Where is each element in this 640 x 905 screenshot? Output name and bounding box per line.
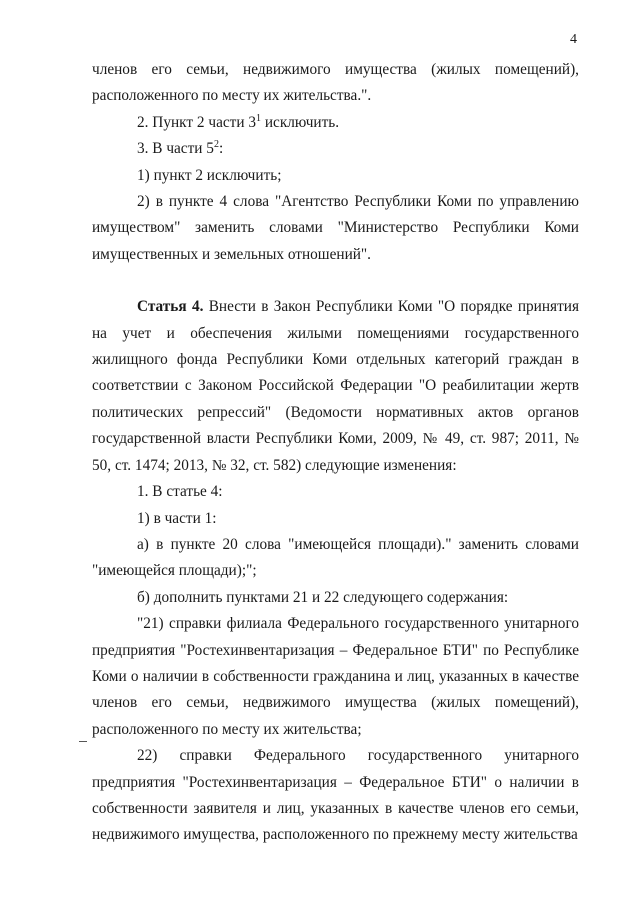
paragraph-continuation: членов его семьи, недвижимого имущества (жилых помещений), расположенного по месту их жительства.".: [92, 61, 579, 105]
article-4-heading: Статья 4.: [137, 298, 204, 316]
paragraph-subpoint-b: б) дополнить пунктами 21 и 22 следующего содержания:: [137, 588, 509, 606]
page-number: 4: [570, 32, 577, 47]
article-4-text: Внести в Закон Республики Коми "О порядке принятия на учет и обеспечения жилыми помещениями государственного жилищного фонда Республики Коми отдельных категорий граждан в соответствии с Законом Российской Федерации "О реабилитации жертв политических репрессий" (Ведомости нормативных актов органов государственной власти Республики Коми, 2009, № 49, ст. 987; 2011, № 50, ст. 1474; 2013, № 32, ст. 582) следующие изменения:: [92, 298, 579, 474]
paragraph-item-3: [92, 136, 579, 162]
paragraph-article-4-point-1: 1. В статье 4:: [137, 483, 223, 501]
document-body: [92, 57, 579, 849]
item-2-superscript: 1: [256, 112, 262, 124]
item-3-superscript: 2: [213, 139, 219, 151]
article-4-paragraph: [92, 294, 579, 479]
paragraph-point-22: 22) справки Федерального государственного унитарного предприятия "Ростехинвентаризация – Федеральное БТИ" о наличии в собственности заявителя и лиц, указанных в качестве членов его семьи, недвижимого имущества, расположенного по прежнему месту жительства: [92, 747, 579, 844]
paragraph-item-2: [92, 110, 579, 136]
paragraph-part-1: 1) в части 1:: [137, 509, 217, 527]
paragraph-subpoint-a: а) в пункте 20 слова "имеющейся площади)." заменить словами "имеющейся площади);";: [92, 535, 579, 580]
paragraph-subitem-1: 1) пункт 2 исключить;: [137, 166, 282, 184]
paragraph-point-21: "21) справки филиала Федерального государственного унитарного предприятия "Ростехинвентаризация – Федеральное БТИ" по Республике Коми о наличии в собственности гражданина и лиц, указанных в качестве членов его семьи, недвижимого имущества (жилых помещений), расположенного по месту их жительства;: [92, 615, 579, 738]
margin-mark: [79, 741, 87, 742]
item-2-text: 2. Пункт 2 части 3: [137, 113, 257, 131]
item-3-text: 3. В части 5: [137, 140, 214, 158]
paragraph-subitem-2: 2) в пункте 4 слова "Агентство Республики Коми по управлению имуществом" заменить словами "Министерство Республики Коми имущественных и земельных отношений".: [92, 193, 579, 263]
item-2-tail: исключить.: [261, 113, 340, 131]
item-3-tail: :: [218, 140, 224, 158]
